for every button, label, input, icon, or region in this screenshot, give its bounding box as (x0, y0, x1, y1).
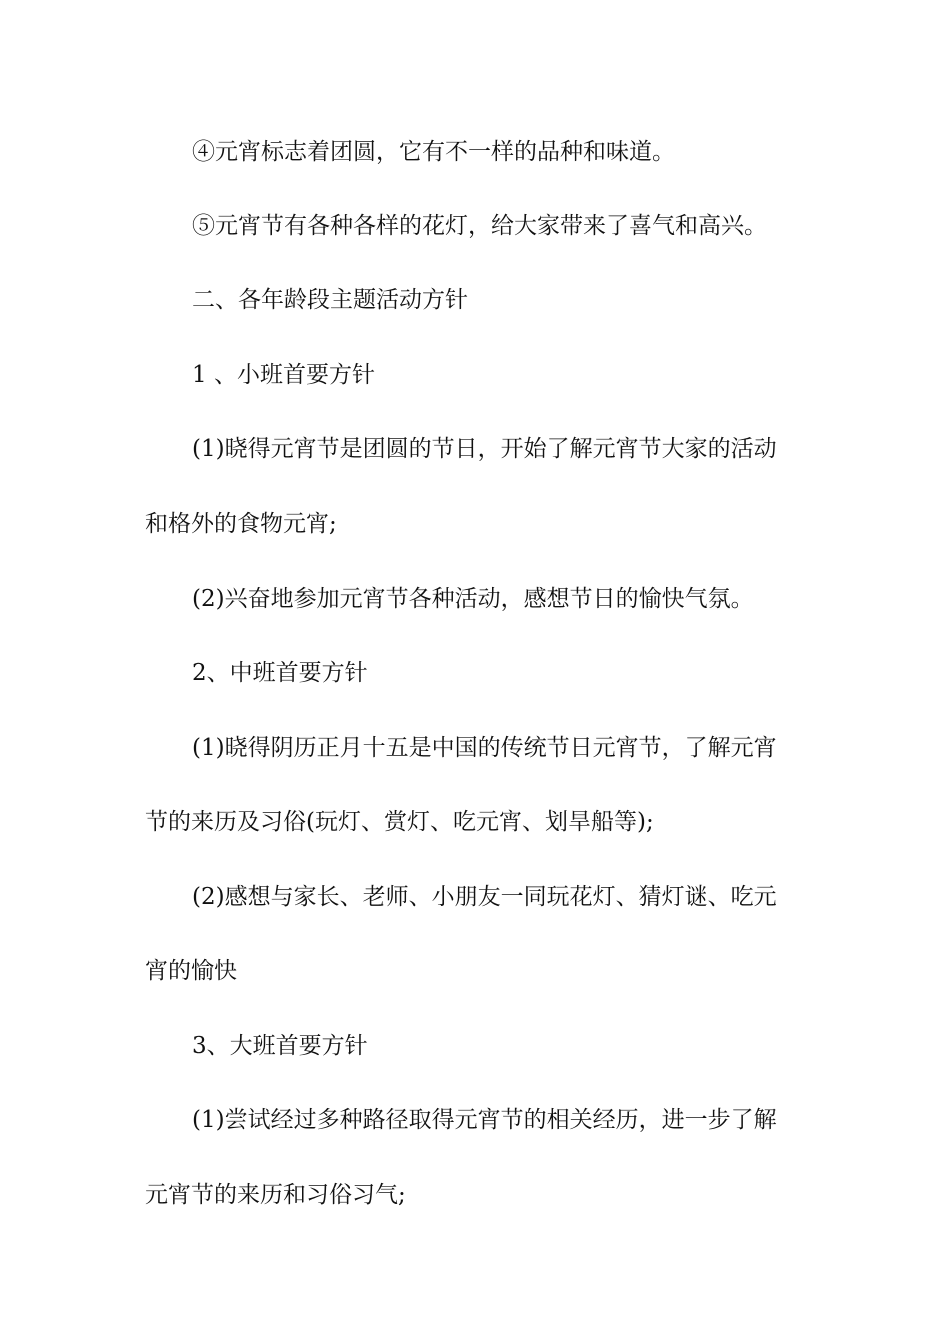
paragraph-line: ⑤元宵节有各种各样的花灯，给大家带来了喜气和高兴。 (192, 213, 767, 239)
paragraph-line: 宵的愉快 (145, 958, 237, 984)
paragraph-line: (1)晓得阴历正月十五是中国的传统节日元宵节，了解元宵 (192, 735, 777, 761)
paragraph-line: 节的来历及习俗(玩灯、赏灯、吃元宵、划旱船等); (145, 809, 654, 835)
paragraph-line: 和格外的食物元宵; (145, 511, 337, 537)
paragraph-line: 元宵节的来历和习俗习气; (145, 1182, 406, 1208)
subsection-heading: 3、大班首要方针 (192, 1033, 368, 1059)
subsection-heading: 2、中班首要方针 (192, 660, 368, 686)
subsection-heading: 1 、小班首要方针 (192, 362, 375, 388)
paragraph-line: (2)感想与家长、老师、小朋友一同玩花灯、猜灯谜、吃元 (192, 884, 777, 910)
paragraph-line: (2)兴奋地参加元宵节各种活动，感想节日的愉快气氛。 (192, 586, 754, 612)
paragraph-line: ④元宵标志着团圆，它有不一样的品种和味道。 (192, 139, 675, 165)
paragraph-line: (1)尝试经过多种路径取得元宵节的相关经历，进一步了解 (192, 1107, 777, 1133)
section-heading: 二、各年龄段主题活动方针 (192, 287, 468, 313)
paragraph-line: (1)晓得元宵节是团圆的节日，开始了解元宵节大家的活动 (192, 436, 777, 462)
